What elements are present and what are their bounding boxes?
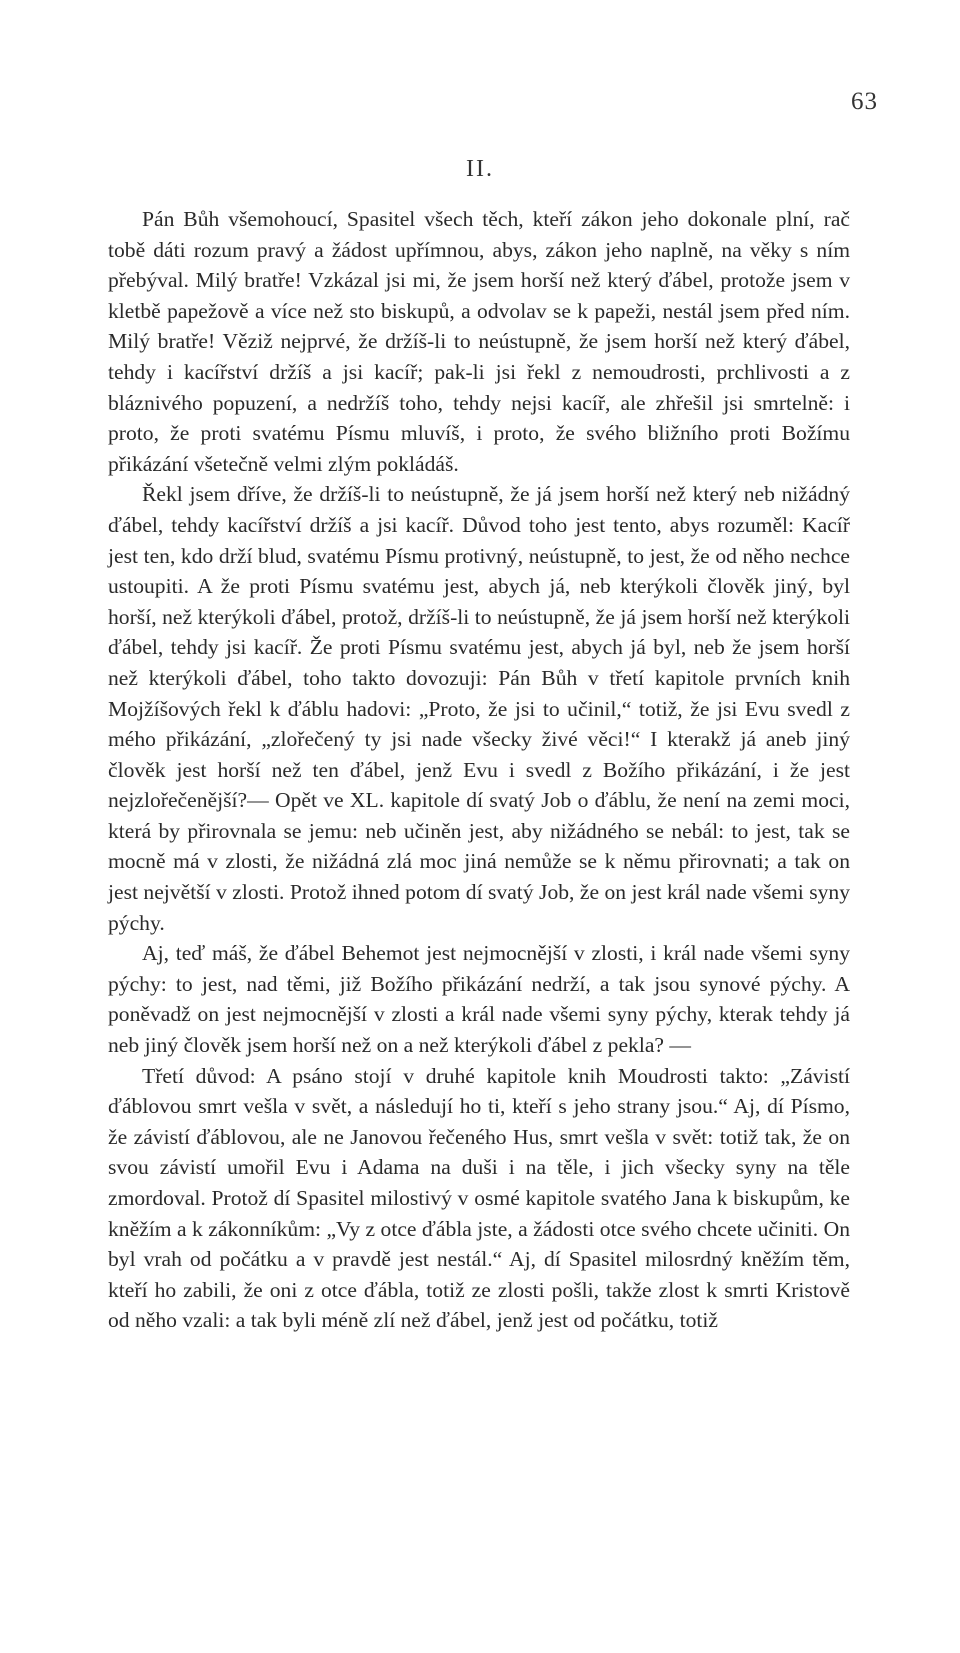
paragraph: Pán Bůh všemohoucí, Spasitel všech těch, kteří zákon jeho dokonale plní, rač tobě dáti rozum pravý a žádost upřímnou, abys, zákon jeho naplně, na věky s ním přebýval. Milý bratře! Vzkázal jsi mi, že jsem horší než který ďábel, protože jsem v kletbě papežově a více než sto biskupů, a odvolav se k papeži, nestál jsem před ním. Milý bratře! Věziž nejprvé, že držíš-li to neústupně, že jsem horší než který ďábel, tehdy i kacířství držíš a jsi kacíř; pak-li jsi řekl z nemoudrosti, prchlivosti a z bláznivého popuzení, a nedržíš toho, tehdy nejsi kacíř, ale zhřešil jsi smrtelně: i proto, že proti svatému Písmu mluvíš, i proto, že svého bližního proti Božímu přikázání všetečně velmi zlým pokládáš. — [108, 207, 850, 476]
page-number: 63 — [851, 88, 878, 115]
chapter-heading: II. — [466, 156, 494, 182]
paragraph: Třetí důvod: A psáno stojí v druhé kapitole knih Moudrosti takto: „Závistí ďáblovou smrt vešla v svět, a následují ho ti, kteří s jeho strany jsou.“ Aj, dí Písmo, že závistí ďáblovou, ale ne Janovou řečeného Hus, smrt vešla v svět: totiž tak, že on svou závistí umořil Evu i Adama na duši i na těle, i jich všecky syny na těle zmordoval. Protož dí Spasitel milostivý v osmé kapitole svatého Jana k biskupům, ke kněžím a k zákonníkům: „Vy z otce ďábla jste, a žádosti otce svého chcete učiniti. On byl vrah od počátku a v pravdě jest nestál.“ Aj, dí Spasitel milosrdný kněžím těm, kteří ho zabili, že oni z otce ďábla, totiž ze zlosti pošli, takže zlost k smrti Kristově od něho vzali: a tak byli méně zlí než ďábel, jenž jest od počátku, totiž — [108, 1063, 850, 1333]
paragraph: Řekl jsem dříve, že držíš-li to neústupně, že já jsem horší než který neb nižádný ďábel, tehdy kacířství držíš a jsi kacíř. Důvod toho jest tento, abys rozuměl: Kacíř jest ten, kdo drží blud, svatému Písmu protivný, neústupně, to jest, že od něho nechce ustoupiti. A že proti Písmu svatému jest, abych já, neb kterýkoli člověk jiný, byl horší, než kterýkoli ďábel, protož, držíš-li to neústupně, že já jsem horší než kterýkoli ďábel, tehdy jsi kacíř. Že proti Písmu svatému jest, abych já byl, neb že jsem horší než kterýkoli ďábel, toho takto dovozuji: Pán Bůh v třetí kapitole prvních knih Mojžíšových řekl k ďáblu hadovi: „Proto, že jsi to učinil,“ totiž, že jsi Evu svedl z mého přikázání, „zlořečený ty jsi nade všecky živé věci!“ I kterakž já aneb jiný člověk jest horší než ten ďábel, jenž Evu i svedl z Božího přikázání, i že jest nejzlořečenější?— Opět ve XL. kapitole dí svatý Job o ďáblu, že není na zemi moci, která by přirovnala se jemu: neb učiněn jest, aby nižádného se nebál: to jest, tak se mocně má v zlosti, že nižádná zlá moc jiná nemůže se k němu přirovnati; a tak on jest největší v zlosti. Protož ihned potom dí svatý Job, že on jest král nade všemi syny pýchy. — [108, 482, 850, 935]
body-text — [108, 204, 850, 1336]
paragraph: Aj, teď máš, že ďábel Behemot jest nejmocnější v zlosti, i král nade všemi syny pýchy: to jest, nad těmi, již Božího přikázání nedrží, a tak jsou synové pýchy. A poněvadž on jest nejmocnější v zlosti a král nade všemi syny pýchy, kterak tehdy já neb jiný člověk jsem horší než on a než kterýkoli ďábel z pekla? — — [108, 941, 850, 1058]
